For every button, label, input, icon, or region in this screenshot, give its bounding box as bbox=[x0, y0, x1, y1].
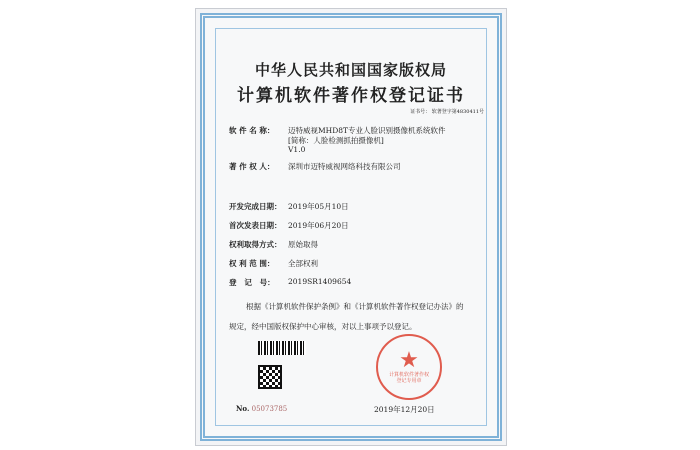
issue-date: 2019年12月20日 bbox=[374, 405, 435, 414]
serial-value: 05073785 bbox=[251, 405, 288, 413]
qr-code bbox=[258, 365, 282, 389]
software-version: V1.0 bbox=[288, 145, 306, 154]
software-name: 迈特威视MHD8T专业人脸识别摄像机系统软件 bbox=[288, 126, 446, 135]
software-short-name: [简称：人脸检测抓拍摄像机] bbox=[288, 136, 384, 145]
certificate-number: 证书号： 软著登字第4830411号 bbox=[410, 109, 484, 115]
seal-text: 计算机软件著作权 bbox=[388, 372, 429, 378]
serial-label: No. bbox=[236, 404, 250, 413]
certificate-title: 计算机软件著作权登记证书 bbox=[237, 86, 465, 106]
issuer-title: 中华人民共和国国家版权局 bbox=[254, 61, 447, 79]
field-label: 开发完成日期： bbox=[229, 202, 282, 211]
rights-scope: 全部权利 bbox=[288, 259, 318, 268]
field-label: 首次发表日期： bbox=[229, 221, 282, 230]
statement-line-1: 根据《计算机软件保护条例》和《计算机软件著作权登记办法》的 bbox=[246, 302, 464, 311]
field-label: 软 件 名 称： bbox=[229, 126, 275, 135]
seal-text: 登记专用章 bbox=[396, 378, 422, 384]
publish-date: 2019年06月20日 bbox=[288, 221, 349, 230]
copyright-owner: 深圳市迈特威视网络科技有限公司 bbox=[288, 162, 401, 171]
field-label: 权利取得方式： bbox=[229, 240, 282, 249]
official-seal bbox=[376, 334, 442, 400]
field-label: 登 记 号： bbox=[229, 278, 275, 287]
registration-number: 2019SR1409654 bbox=[288, 277, 352, 286]
barcode bbox=[258, 341, 306, 355]
star-icon: ★ bbox=[399, 348, 419, 373]
field-label: 著 作 权 人： bbox=[229, 162, 275, 171]
serial-number bbox=[236, 404, 287, 413]
statement-line-2: 规定，经中国版权保护中心审核，对以上事项予以登记。 bbox=[229, 322, 417, 331]
field-label: 权 利 范 围： bbox=[229, 259, 275, 268]
certificate bbox=[195, 8, 507, 446]
development-date: 2019年05月10日 bbox=[288, 202, 349, 211]
acquisition-method: 原始取得 bbox=[288, 240, 318, 249]
